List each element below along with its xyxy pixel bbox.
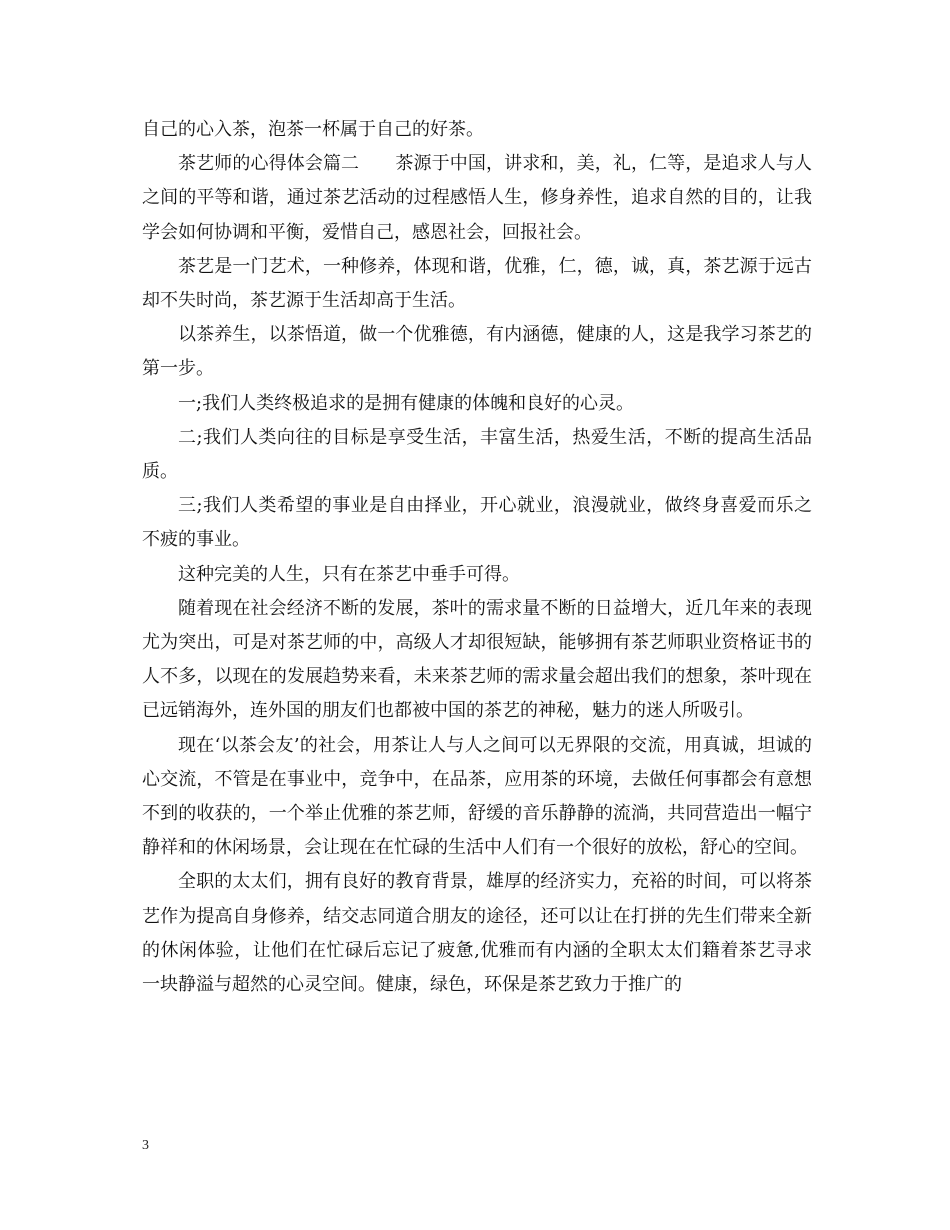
paragraph-3: 茶艺是一门艺术，一种修养，体现和谐，优雅，仁，德，诚，真，茶艺源于远古却不失时尚，茶艺源于生活却高于生活。 [142,255,812,312]
paragraph-11: 全职的太太们，拥有良好的教育背景，雄厚的经济实力，充裕的时间，可以将茶艺作为提高自身修养，结交志同道合朋友的途径，还可以让在打拼的先生们带来全新的休闲体验，让他们在忙碌后忘记了疲惫,优雅而有内涵的全职太太们籍着茶艺寻求一块静溢与超然的心灵空间。健康，绿色，环保是茶艺致力于推广的 [142,871,812,996]
paragraph-10: 现在‘以茶会友’的社会，用茶让人与人之间可以无界限的交流，用真诚，坦诚的心交流，不管是在事业中，竞争中，在品茶，应用茶的环境，去做任何事都会有意想不到的收获的，一个举止优雅的茶艺师，舒缓的音乐静静的流淌，共同营造出一幅宁静祥和的休闲场景，会让现在在忙碌的生活中人们有一个很好的放松，舒心的空间。 [142,734,812,859]
paragraph-8: 这种完美的人生，只有在茶艺中垂手可得。 [178,563,520,585]
page-number: 3 [142,1138,149,1153]
paragraph-2: 茶艺师的心得体会篇二 茶源于中国，讲求和，美，礼，仁等，是追求人与人之间的平等和谐，通过茶艺活动的过程感悟人生，修身养性，追求自然的目的，让我学会如何协调和平衡，爱惜自己，感恩社会，回报社会。 [142,153,812,243]
paragraph-4: 以茶养生，以茶悟道，做一个优雅德，有内涵德，健康的人，这是我学习茶艺的第一步。 [142,324,812,380]
paragraph-1: 自己的心入茶，泡茶一杯属于自己的好茶。 [142,119,484,140]
paragraph-7: 三;我们人类希望的事业是自由择业，开心就业，浪漫就业，做终身喜爱而乐之不疲的事业。 [142,495,812,551]
document-body [142,113,812,1002]
paragraph-5: 一;我们人类终极追求的是拥有健康的体魄和良好的心灵。 [178,392,635,414]
paragraph-6: 二;我们人类向往的目标是享受生活，丰富生活，热爱生活，不断的提高生活品质。 [142,426,812,483]
paragraph-9: 随着现在社会经济不断的发展，茶叶的需求量不断的日益增大，近几年来的表现尤为突出，可是对茶艺师的中，高级人才却很短缺，能够拥有茶艺师职业资格证书的人不多，以现在的发展趋势来看，未来茶艺师的需求量会超出我们的想象，茶叶现在已远销海外，连外国的朋友们也都被中国的茶艺的神秘，魅力的迷人所吸引。 [142,597,812,722]
